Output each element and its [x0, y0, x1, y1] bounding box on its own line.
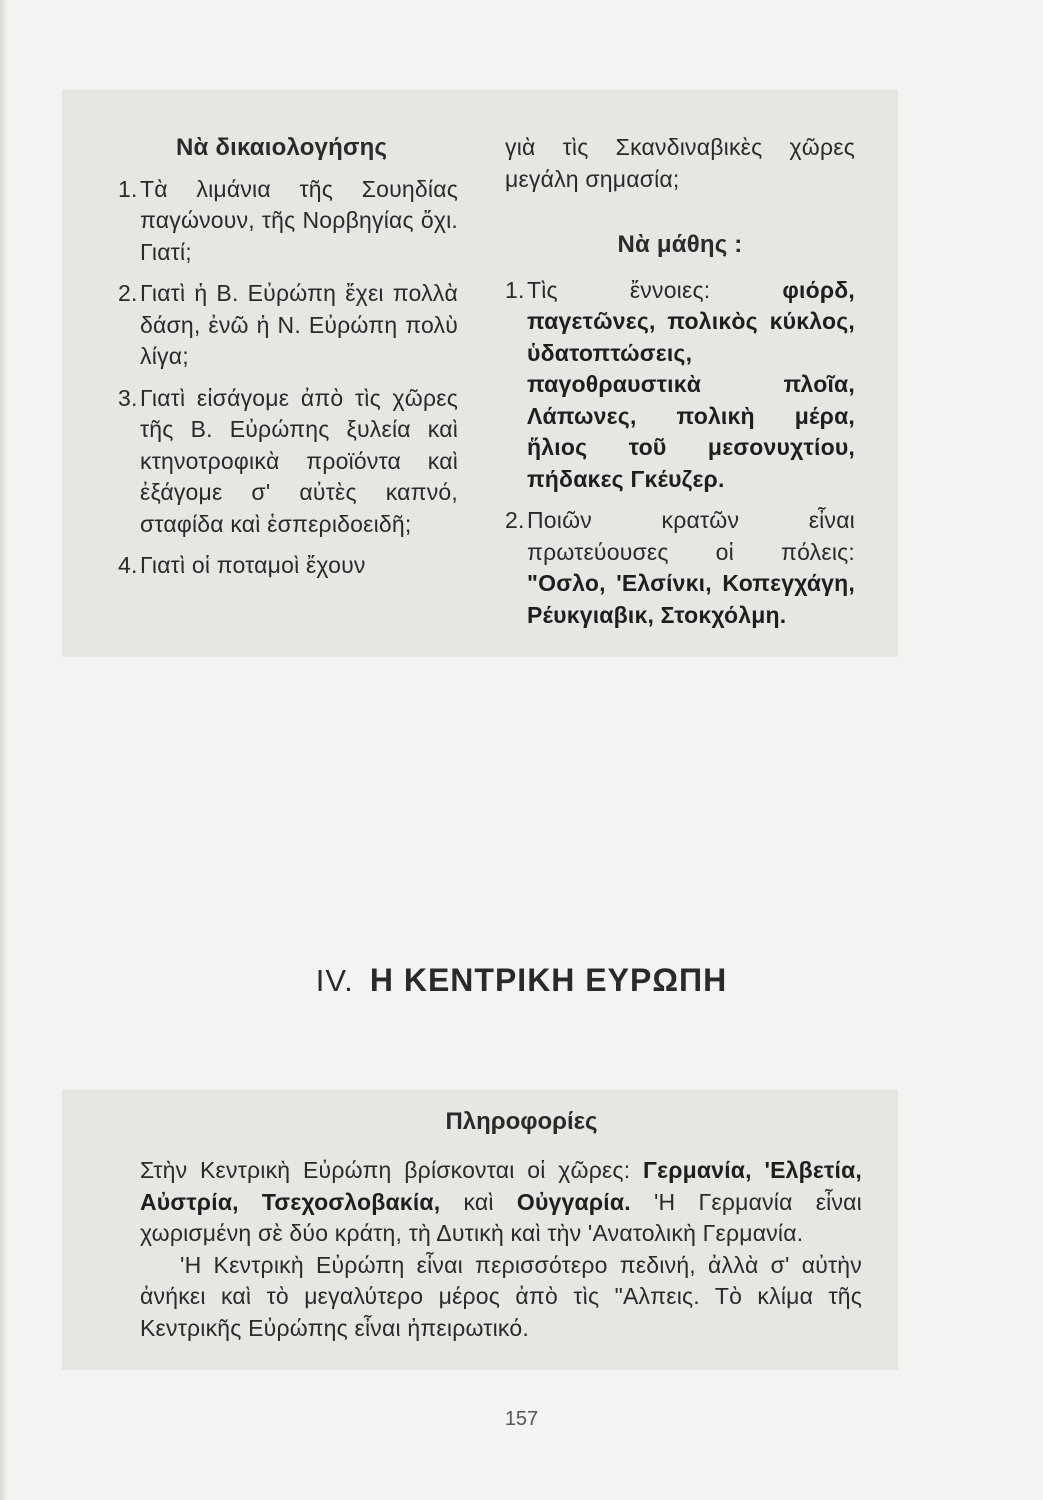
- chapter-number: IV.: [315, 963, 354, 998]
- question-number: 2.: [118, 280, 138, 306]
- learn-item: [505, 505, 855, 631]
- questions-heading: Νὰ δικαιολογήσης: [176, 134, 388, 161]
- question-text: Γιατὶ ἡ Β. Εὐρώπη ἔχει πολλὰ δάση, ἐνῶ ἡ Ν. Εὐρώπη πολὺ λίγα;: [140, 280, 458, 369]
- chapter-name: Η ΚΕΝΤΡΙΚΗ ΕΥΡΩΠΗ: [369, 962, 728, 998]
- info-body: [140, 1155, 862, 1344]
- learn-item: [505, 275, 855, 496]
- learn-number: 2.: [505, 507, 525, 533]
- question-number: 3.: [118, 384, 138, 411]
- question-text: Γιατὶ εἰσάγομε ἀπὸ τὶς χῶρες τῆς Β. Εὐρώπης ξυλεία καὶ κτηνοτροφικὰ προϊόντα καὶ ἐξάγομε σ' αὐτὲς καπνό, σταφίδα καὶ ἑσπεριδοειδῆ;: [140, 384, 458, 537]
- info-paragraph: [140, 1155, 862, 1250]
- learn-column: [505, 132, 855, 641]
- learn-heading: Νὰ μάθης :: [617, 231, 743, 258]
- question-item: [118, 174, 458, 269]
- learn-terms: φιόρδ, παγετῶνες, πολικὸς κύκλος, ὑδατοπτώσεις, παγοθραυστικὰ πλοῖα, Λάπωνες, πολικὴ μέρα, ἥλιος τοῦ μεσονυχτίου, πήδακες Γκέυζερ.: [527, 276, 855, 492]
- question-item: [118, 383, 458, 541]
- question-number: 4.: [118, 552, 138, 578]
- learn-number: 1.: [505, 276, 525, 303]
- questions-column: [118, 132, 458, 592]
- learn-list: [505, 275, 855, 632]
- page-edge-shadow: [0, 0, 8, 1500]
- info-text: Στὴν Κεντρικὴ Εὐρώπη βρίσκονται οἱ χῶρες:: [140, 1157, 644, 1183]
- question-text: Γιατὶ οἱ ποταμοὶ ἔχουν: [140, 552, 366, 578]
- question-text: Τὰ λιμάνια τῆς Σουηδίας παγώνουν, τῆς Νορβηγίας ὄχι. Γιατί;: [140, 175, 458, 265]
- learn-prefix: Τὶς ἔννοιες:: [527, 276, 783, 303]
- question-item: [118, 278, 458, 373]
- page-number: 157: [504, 1408, 539, 1430]
- learn-cities: "Οσλο, 'Ελσίνκι, Κοπεγχάγη, Ρέυκγιαβικ, Στοκχόλμη.: [527, 570, 855, 628]
- question-item: [118, 550, 458, 582]
- question-number: 1.: [118, 175, 138, 202]
- questions-list: [118, 174, 458, 582]
- learn-prefix: Ποιῶν κρατῶν εἶναι πρωτεύουσες οἱ πόλεις:: [527, 507, 855, 565]
- info-text: καὶ: [440, 1188, 517, 1215]
- info-countries: Γερμανία, 'Ελβετία, Αὐστρία, Τσεχοσλοβακία,: [140, 1157, 863, 1215]
- info-text: 'Η Γερμανία εἶναι χωρισμένη σὲ δύο κράτη, τὴ Δυτικὴ καὶ τὴν 'Ανατολικὴ Γερμανία.: [140, 1188, 862, 1246]
- chapter-title: [0, 962, 1043, 999]
- question-continuation: γιὰ τὶς Σκανδιναβικὲς χῶρες μεγάλη σημασία;: [505, 134, 855, 192]
- info-paragraph: 'Η Κεντρικὴ Εὐρώπη εἶναι περισσότερο πεδινή, ἀλλὰ σ' αὐτὴν ἀνήκει καὶ τὸ μεγαλύτερο μέρος ἀπὸ τὶς "Αλπεις. Τὸ κλίμα τῆς Κεντρικῆς Εὐρώπης εἶναι ἠπειρωτικό.: [140, 1251, 862, 1341]
- info-country: Οὐγγαρία.: [516, 1188, 631, 1215]
- info-heading: Πληροφορίες: [445, 1108, 598, 1135]
